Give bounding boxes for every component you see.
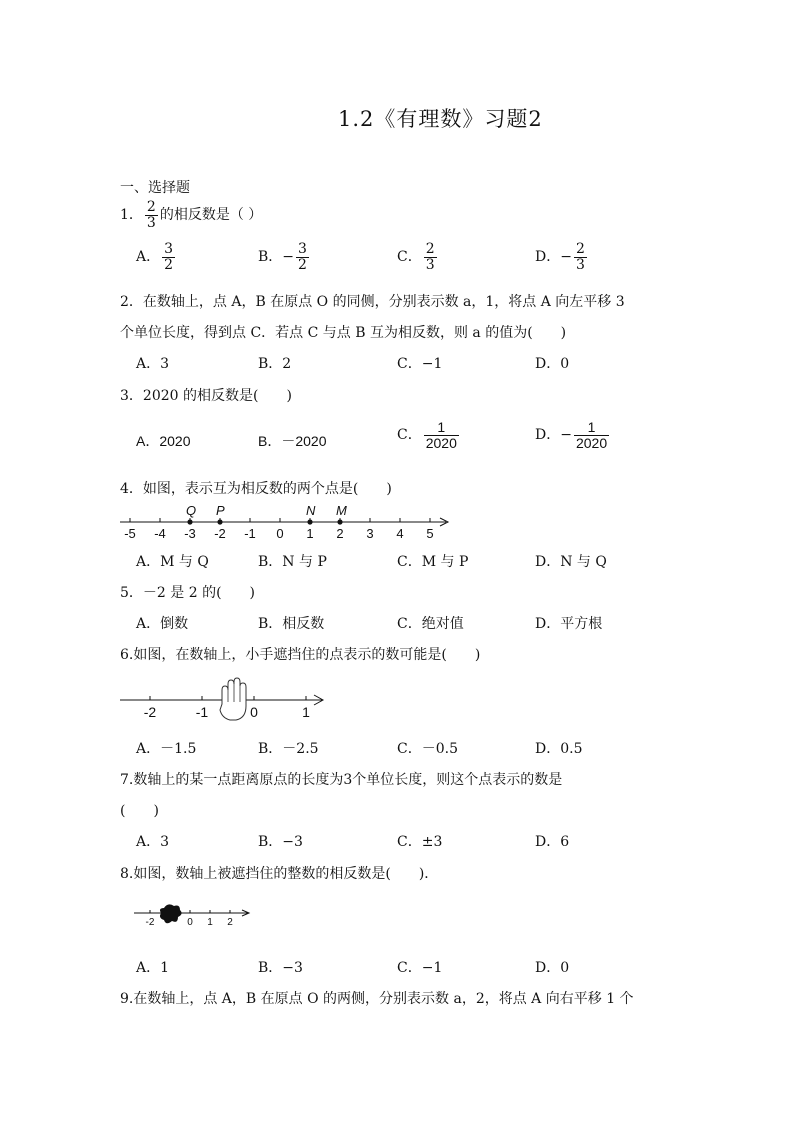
option-label: C． bbox=[397, 249, 422, 266]
fraction-denominator: 2 bbox=[164, 256, 174, 273]
q5-option-c[interactable]: C．绝对值 bbox=[397, 616, 464, 632]
tick-label: -4 bbox=[154, 526, 166, 541]
q4-number-line-figure bbox=[118, 500, 458, 546]
fraction-numerator: 3 bbox=[164, 241, 174, 257]
q5-option-b[interactable]: B．相反数 bbox=[258, 616, 325, 632]
option-label: B． bbox=[258, 249, 283, 266]
point-label: N bbox=[306, 503, 316, 518]
fraction-numerator: 1 bbox=[424, 420, 459, 436]
fraction-numerator: 1 bbox=[574, 420, 609, 436]
fraction-denominator: 3 bbox=[425, 256, 435, 273]
q6-number-line-figure bbox=[118, 676, 330, 724]
q7-option-c[interactable]: C．±3 bbox=[397, 834, 443, 850]
point-label: Q bbox=[186, 503, 197, 518]
question-2-line-2: 个单位长度，得到点 C．若点 C 与点 B 互为相反数，则 a 的值为( ) bbox=[120, 325, 567, 341]
minus-sign: − bbox=[560, 249, 572, 266]
section-heading: 一、选择题 bbox=[120, 180, 190, 196]
q1-option-c[interactable] bbox=[397, 242, 439, 272]
question-4-stem: 4．如图，表示互为相反数的两个点是( ) bbox=[120, 481, 392, 497]
tick-label: 0 bbox=[250, 704, 258, 720]
q6-option-b[interactable]: B．－2.5 bbox=[258, 741, 319, 757]
point-label: M bbox=[336, 503, 347, 518]
tick-label: 3 bbox=[366, 526, 374, 541]
q5-option-d[interactable]: D．平方根 bbox=[535, 616, 603, 632]
tick-label: 2 bbox=[227, 917, 233, 928]
q4-option-d[interactable]: D．N 与 Q bbox=[535, 554, 607, 570]
q7-option-b[interactable]: B．−3 bbox=[258, 834, 303, 850]
q5-option-a[interactable]: A．倒数 bbox=[136, 616, 189, 632]
ink-blot-icon bbox=[160, 904, 182, 923]
q7-option-d[interactable]: D．6 bbox=[535, 834, 570, 850]
q2-option-c[interactable]: C．−1 bbox=[397, 356, 443, 372]
question-5-stem: 5．－2 是 2 的( ) bbox=[120, 585, 255, 601]
number-line-point bbox=[217, 519, 222, 524]
fraction-numerator: 2 bbox=[425, 241, 435, 257]
minus-sign: − bbox=[282, 249, 295, 266]
tick-label: -3 bbox=[184, 526, 196, 541]
tick-label: 1 bbox=[306, 526, 314, 541]
question-7-line-1: 7.数轴上的某一点距离原点的长度为3个单位长度，则这个点表示的数是 bbox=[120, 772, 563, 788]
q8-option-b[interactable]: B．−3 bbox=[258, 960, 303, 976]
tick-label: -2 bbox=[143, 704, 157, 720]
q1-option-d[interactable] bbox=[535, 242, 589, 272]
fraction-denominator: 3 bbox=[146, 214, 156, 231]
question-3-stem: 3．2020 的相反数是( ) bbox=[120, 388, 292, 404]
q8-number-line-figure bbox=[132, 902, 254, 930]
fraction-numerator: 2 bbox=[146, 199, 156, 215]
fraction-denominator: 3 bbox=[575, 256, 585, 273]
q7-option-a[interactable]: A．3 bbox=[136, 834, 170, 850]
option-label: C． bbox=[397, 427, 422, 444]
q6-option-d[interactable]: D．0.5 bbox=[535, 741, 583, 757]
q8-option-a[interactable]: A．1 bbox=[136, 960, 170, 976]
question-1 bbox=[120, 200, 262, 230]
question-1-stem: 的相反数是（ ） bbox=[159, 207, 263, 224]
tick-label: 0 bbox=[276, 526, 284, 541]
question-1-number: 1． bbox=[120, 207, 143, 224]
number-line-point bbox=[337, 519, 342, 524]
fraction-numerator: 3 bbox=[298, 241, 307, 257]
q4-option-c[interactable]: C．M 与 P bbox=[397, 554, 469, 570]
fraction-numerator: 2 bbox=[575, 241, 585, 257]
question-6-stem: 6.如图，在数轴上，小手遮挡住的点表示的数可能是( ) bbox=[120, 647, 481, 663]
q8-option-d[interactable]: D．0 bbox=[535, 960, 570, 976]
q6-option-c[interactable]: C．－0.5 bbox=[397, 741, 458, 757]
tick-label: 5 bbox=[426, 526, 434, 541]
q2-option-b[interactable]: B．2 bbox=[258, 356, 292, 372]
tick-label: -2 bbox=[145, 917, 155, 928]
tick-label: 1 bbox=[207, 917, 213, 928]
q8-option-c[interactable]: C．−1 bbox=[397, 960, 443, 976]
question-1-fraction bbox=[145, 200, 158, 230]
fraction-denominator: 2020 bbox=[425, 434, 457, 451]
question-7-line-2: ( ) bbox=[120, 803, 159, 819]
q1-option-a[interactable] bbox=[136, 242, 177, 272]
tick-label: -2 bbox=[214, 526, 226, 541]
q3-option-c[interactable] bbox=[397, 420, 461, 450]
q3-option-d[interactable] bbox=[535, 420, 611, 450]
question-8-stem: 8.如图，数轴上被遮挡住的整数的相反数是( )． bbox=[120, 866, 439, 882]
q2-option-a[interactable]: A．3 bbox=[136, 356, 170, 372]
page-title: 1.2《有理数》习题2 bbox=[338, 107, 543, 131]
q4-option-b[interactable]: B．N 与 P bbox=[258, 554, 327, 570]
tick-label: 4 bbox=[396, 526, 404, 541]
option-label: A． bbox=[136, 249, 161, 266]
option-label: D． bbox=[535, 249, 561, 266]
q3-option-b[interactable]: B．－2020 bbox=[258, 433, 327, 449]
fraction-denominator: 2020 bbox=[575, 434, 608, 451]
q3-option-a[interactable]: A．2020 bbox=[136, 433, 191, 449]
tick-label: -1 bbox=[195, 704, 209, 720]
number-line-point bbox=[307, 519, 312, 524]
number-line-point bbox=[187, 519, 192, 524]
option-label: D． bbox=[535, 427, 561, 444]
question-2-line-1: 2．在数轴上，点 A，B 在原点 O 的同侧，分别表示数 a，1，将点 A 向左平移 3 bbox=[120, 294, 625, 310]
tick-label: -1 bbox=[244, 526, 256, 541]
tick-label: 0 bbox=[187, 917, 193, 928]
question-9-line-1: 9.在数轴上，点 A，B 在原点 O 的两侧，分别表示数 a，2，将点 A 向右平移 1 个 bbox=[120, 991, 634, 1007]
hand-icon bbox=[220, 678, 246, 720]
q6-option-a[interactable]: A．－1.5 bbox=[136, 741, 197, 757]
minus-sign: − bbox=[560, 427, 572, 444]
q2-option-d[interactable]: D．0 bbox=[535, 356, 570, 372]
tick-label: 1 bbox=[302, 704, 310, 720]
q4-option-a[interactable]: A．M 与 Q bbox=[136, 554, 209, 570]
tick-label: -5 bbox=[124, 526, 136, 541]
tick-label: 2 bbox=[336, 526, 344, 541]
point-label: P bbox=[216, 503, 225, 518]
fraction-denominator: 2 bbox=[298, 256, 307, 273]
q1-option-b[interactable] bbox=[258, 242, 311, 272]
